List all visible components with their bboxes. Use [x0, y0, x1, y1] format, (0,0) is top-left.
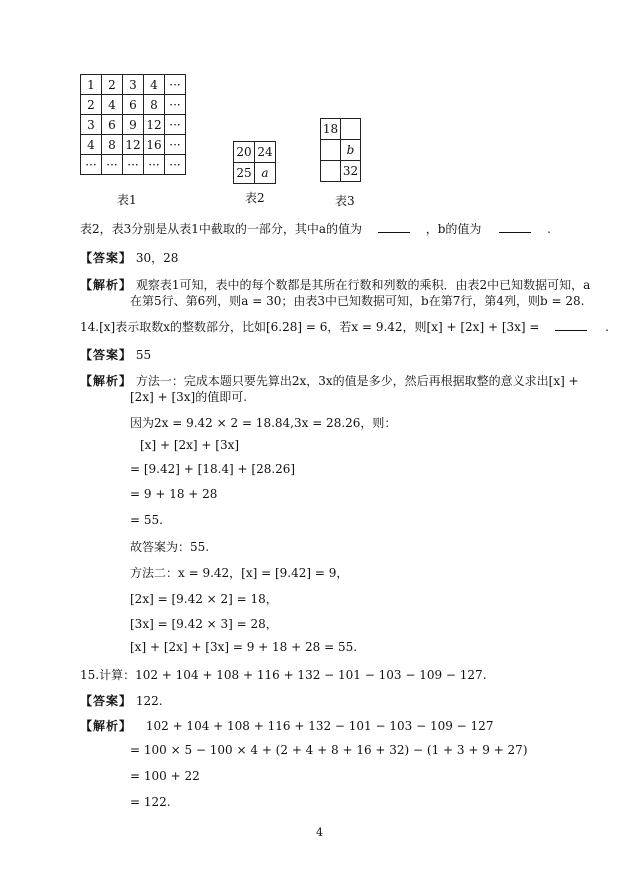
q13-analysis-line-1: 观察表1可知，表中的每个数都是其所在行数和列数的乘积．由表2中已知数据可知，a [135, 278, 591, 292]
q15-question: 15.计算：102 + 104 + 108 + 116 + 132 − 101 − 103 − 109 − 127. [80, 668, 487, 682]
table-cell: 32 [341, 161, 361, 182]
page-number: 4 [316, 826, 323, 839]
q14-analysis [80, 372, 579, 389]
q15-answer [80, 692, 163, 709]
table-1-grid [80, 74, 186, 175]
table-row [81, 135, 186, 155]
q14-question-text: 14.[x]表示取数x的整数部分，比如[6.28] = 6，若x = 9.42，则[x] + [2x] + [3x] = [80, 320, 540, 334]
q14-step-3: = [9.42] + [18.4] + [28.26] [130, 462, 296, 476]
table-cell: ··· [81, 155, 102, 175]
q14-answer-value: 55 [135, 348, 152, 362]
table-cell: 8 [102, 135, 123, 155]
table-cell: ··· [123, 155, 144, 175]
q14-method1-line-b: [2x] + [3x]的值即可. [130, 390, 248, 404]
table-row [321, 119, 361, 140]
table-cell: 8 [144, 95, 165, 115]
q14-step-2: [x] + [2x] + [3x] [140, 438, 240, 452]
table-cell: 4 [102, 95, 123, 115]
table-cell [321, 140, 341, 161]
q15-line-3: = 100 + 22 [130, 769, 200, 783]
table-row [81, 75, 186, 95]
table-cell: 2 [102, 75, 123, 95]
table-cell: 2 [81, 95, 102, 115]
table-row [321, 140, 361, 161]
q14-method2-line-1: 方法二：x = 9.42，[x] = [9.42] = 9， [130, 566, 349, 580]
table-cell: b [341, 140, 361, 161]
q15-line-2: = 100 × 5 − 100 × 4 + (2 + 4 + 8 + 16 + 32) − (1 + 3 + 9 + 27) [130, 743, 528, 757]
table-cell: ··· [144, 155, 165, 175]
q14-end: . [605, 320, 609, 334]
q14-step-4: = 9 + 18 + 28 [130, 487, 218, 501]
table-cell: ··· [165, 75, 186, 95]
q15-analysis-tag: 【解析】 [80, 719, 133, 733]
table-3-caption: 表3 [335, 194, 355, 208]
table-cell: 4 [81, 135, 102, 155]
q15-line-1: 102 + 104 + 108 + 116 + 132 − 101 − 103 − 109 − 127 [145, 719, 494, 733]
q14-answer-tag: 【答案】 [80, 348, 133, 362]
q14-method2-line-3: [3x] = [9.42 × 3] = 28， [130, 617, 278, 631]
table-cell: 24 [255, 142, 276, 163]
q15-analysis [80, 717, 493, 734]
q14-step-5: = 55. [130, 513, 163, 527]
q15-line-4: = 122. [130, 795, 171, 809]
q13-blank-b [499, 222, 531, 233]
table-2 [233, 141, 276, 184]
table-row [81, 95, 186, 115]
table-1-caption: 表1 [117, 193, 137, 207]
table-cell: 3 [123, 75, 144, 95]
table-cell: 3 [81, 115, 102, 135]
table-3-grid [320, 118, 361, 182]
q14-answer [80, 346, 151, 363]
table-cell [321, 161, 341, 182]
table-row [234, 163, 276, 184]
table-2-caption: 表2 [245, 191, 265, 205]
q15-answer-value: 122. [135, 694, 163, 708]
q13-blank-a [378, 222, 410, 233]
q14-question [80, 318, 609, 335]
table-cell: ··· [165, 135, 186, 155]
table-cell: 12 [123, 135, 144, 155]
q14-analysis-tag: 【解析】 [80, 374, 133, 388]
table-cell: 16 [144, 135, 165, 155]
q13-b-text: ，b的值为 [425, 222, 482, 236]
table-3 [320, 118, 361, 182]
table-cell: 6 [123, 95, 144, 115]
q14-method2-line-2: [2x] = [9.42 × 2] = 18， [130, 592, 278, 606]
q13-question [80, 220, 551, 237]
q14-method1-line-a: 方法一：完成本题只要先算出2x，3x的值是多少，然后再根据取整的意义求出[x] + [135, 374, 579, 388]
q13-end: . [547, 222, 551, 236]
table-cell: 1 [81, 75, 102, 95]
table-cell: 20 [234, 142, 255, 163]
table-cell: 9 [123, 115, 144, 135]
table-cell: 18 [321, 119, 341, 140]
q13-analysis [80, 276, 590, 293]
table-1 [80, 74, 186, 175]
table-cell: 12 [144, 115, 165, 135]
table-cell: ··· [102, 155, 123, 175]
table-row [321, 161, 361, 182]
q13-answer-value: 30，28 [135, 251, 179, 265]
q13-analysis-tag: 【解析】 [80, 278, 133, 292]
table-cell [341, 119, 361, 140]
table-2-grid [233, 141, 276, 184]
q14-step-6: 故答案为：55. [130, 540, 210, 554]
table-row [81, 155, 186, 175]
table-cell: ··· [165, 95, 186, 115]
table-row [234, 142, 276, 163]
q13-analysis-line-2: 在第5行、第6列，则a = 30；由表3中已知数据可知，b在第7行，第4列，则b = 28. [130, 294, 585, 308]
q13-answer-tag: 【答案】 [80, 251, 133, 265]
table-cell: 25 [234, 163, 255, 184]
table-row [81, 115, 186, 135]
q13-answer [80, 249, 178, 266]
q13-question-text: 表2，表3分别是从表1中截取的一部分，其中a的值为 [80, 222, 363, 236]
q14-method2-line-4: [x] + [2x] + [3x] = 9 + 18 + 28 = 55. [130, 640, 358, 654]
table-cell: ··· [165, 115, 186, 135]
q14-step-1: 因为2x = 9.42 × 2 = 18.84,3x = 28.26，则： [130, 416, 397, 430]
table-cell: 6 [102, 115, 123, 135]
q15-answer-tag: 【答案】 [80, 694, 133, 708]
q14-blank [555, 320, 587, 331]
table-cell: ··· [165, 155, 186, 175]
table-cell: 4 [144, 75, 165, 95]
table-cell: a [255, 163, 276, 184]
